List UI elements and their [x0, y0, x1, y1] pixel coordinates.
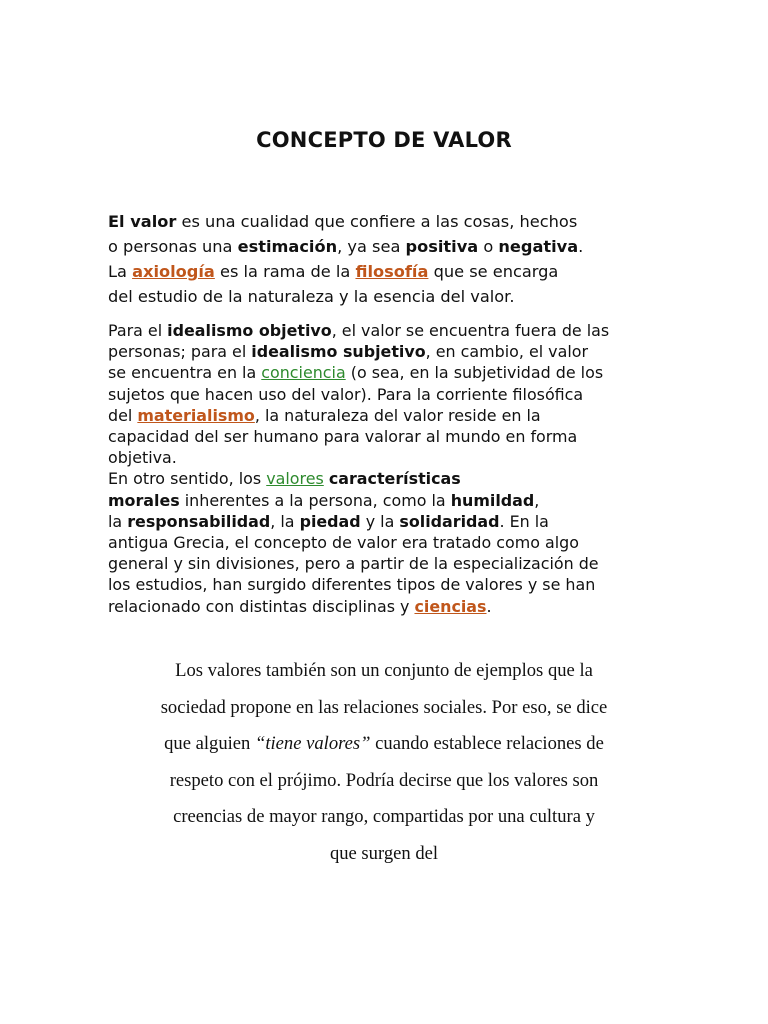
bold-term: humildad — [450, 490, 535, 510]
text-run: cuando establece relaciones de — [370, 733, 604, 755]
intro-paragraph — [108, 209, 583, 309]
link-filosofia[interactable]: filosofía — [355, 262, 429, 281]
text-line — [108, 447, 609, 468]
bold-term: idealismo objetivo — [167, 321, 332, 340]
bold-term: características — [328, 469, 461, 489]
text-line — [108, 511, 609, 532]
text-run: En otro sentido, los — [108, 469, 267, 489]
text-line — [108, 426, 609, 447]
text-line — [90, 726, 678, 763]
text-line — [108, 209, 583, 234]
text-line — [108, 574, 609, 595]
text-run: que alguien — [164, 733, 255, 755]
text-run: . — [486, 596, 492, 616]
link-valores[interactable]: valores — [266, 469, 324, 489]
text-line — [108, 490, 609, 511]
bold-term: morales — [108, 490, 180, 510]
text-line — [108, 553, 609, 574]
bold-term: responsabilidad — [127, 511, 271, 531]
text-run: , la naturaleza del valor reside en la — [254, 405, 541, 425]
text-run: inherentes a la persona, como la — [179, 490, 451, 510]
text-line — [108, 284, 583, 309]
text-run: personas; para el — [108, 342, 252, 362]
bold-term: negativa — [498, 237, 579, 256]
text-run: relacionado con distintas disciplinas y — [108, 596, 415, 616]
text-run: , ya sea — [337, 237, 406, 256]
text-run: del estudio de la naturaleza y la esencia del valor. — [108, 287, 515, 306]
text-run: objetiva. — [108, 448, 177, 468]
text-line — [108, 384, 609, 405]
text-run: antigua Grecia, el concepto de valor era tratado como algo — [108, 533, 579, 553]
text-run: sujetos que hacen uso del valor). Para la corriente filosófica — [108, 384, 584, 404]
link-axiologia[interactable]: axiología — [132, 262, 215, 281]
serif-paragraph — [90, 653, 678, 873]
text-run: se encuentra en la — [108, 363, 262, 383]
text-line — [108, 532, 609, 553]
text-run: general y sin divisiones, pero a partir de la especialización de — [108, 554, 599, 574]
text-line — [108, 468, 609, 489]
text-run: o — [478, 237, 499, 256]
text-line — [108, 405, 609, 426]
bold-term: positiva — [405, 237, 479, 256]
text-run: capacidad del ser humano para valorar al mundo en forma — [108, 427, 578, 447]
text-run: . — [578, 237, 584, 256]
link-ciencias[interactable]: ciencias — [414, 596, 487, 616]
text-line: sociedad propone en las relaciones sociales. Por eso, se dice — [160, 696, 608, 718]
text-run: es la rama de la — [214, 262, 356, 281]
text-run: , — [534, 490, 540, 510]
text-run: la — [108, 511, 128, 531]
text-line: Los valores también son un conjunto de ejemplos que la — [175, 660, 593, 681]
text-line — [108, 596, 609, 617]
link-conciencia[interactable]: conciencia — [261, 363, 346, 383]
text-line: creencias de mayor rango, compartidas por una cultura y — [173, 806, 595, 828]
link-materialismo[interactable]: materialismo — [137, 405, 255, 425]
bold-term: El valor — [108, 212, 177, 231]
body-paragraph — [108, 320, 609, 617]
italic-quote: “tiene valores” — [255, 733, 371, 755]
page-title: CONCEPTO DE VALOR — [256, 128, 512, 152]
text-run: es una cualidad que confiere a las cosas, hechos — [176, 212, 578, 231]
bold-term: solidaridad — [399, 511, 500, 531]
text-run: , la — [270, 511, 300, 531]
text-line: que surgen del — [329, 842, 439, 864]
text-run: del — [108, 405, 138, 425]
text-line — [108, 320, 609, 341]
text-run: o personas una — [108, 237, 238, 256]
text-run: , en cambio, el valor — [425, 342, 588, 362]
text-run: y la — [360, 511, 400, 531]
text-run: que se encarga — [428, 262, 559, 281]
text-run: Para el — [108, 321, 168, 340]
text-run: La — [108, 262, 133, 281]
text-line — [108, 234, 583, 259]
text-run: (o sea, en la subjetividad de los — [345, 363, 604, 383]
bold-term: idealismo subjetivo — [251, 342, 426, 362]
text-line — [108, 259, 583, 284]
text-run: , el valor se encuentra fuera de las — [331, 321, 610, 340]
bold-term: estimación — [237, 237, 338, 256]
text-line — [108, 362, 609, 383]
text-run: los estudios, han surgido diferentes tipos de valores y se han — [108, 575, 596, 595]
text-line — [108, 341, 609, 362]
text-run: . En la — [499, 511, 549, 531]
bold-term: piedad — [299, 511, 361, 531]
text-line: respeto con el prójimo. Podría decirse que los valores son — [169, 769, 599, 791]
